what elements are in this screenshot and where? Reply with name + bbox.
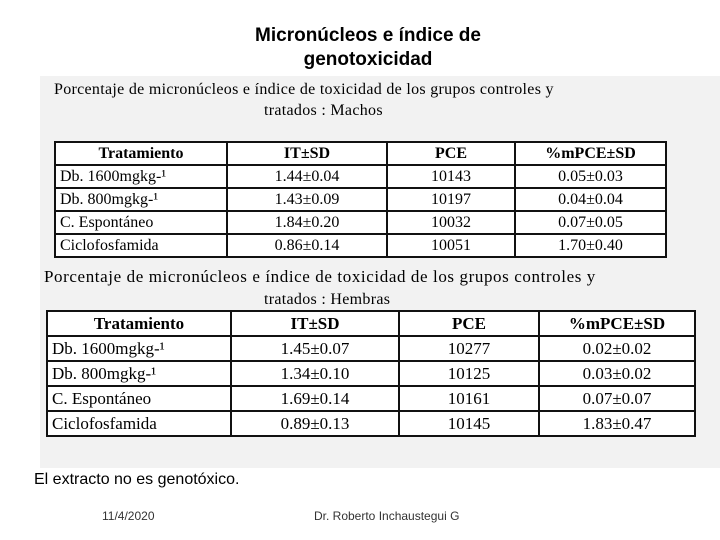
cell-it-sd: 0.86±0.14 bbox=[227, 234, 387, 257]
cell-mpce-sd: 0.07±0.07 bbox=[539, 386, 695, 411]
table-row bbox=[55, 188, 666, 211]
cell-mpce-sd: 0.07±0.05 bbox=[515, 211, 666, 234]
cell-pce: 10161 bbox=[399, 386, 539, 411]
header-it-sd: IT±SD bbox=[231, 311, 399, 336]
cell-it-sd: 0.89±0.13 bbox=[231, 411, 399, 436]
cell-mpce-sd: 0.05±0.03 bbox=[515, 165, 666, 188]
cell-mpce-sd: 1.70±0.40 bbox=[515, 234, 666, 257]
cell-mpce-sd: 1.83±0.47 bbox=[539, 411, 695, 436]
table-row bbox=[55, 234, 666, 257]
table-row bbox=[47, 386, 695, 411]
table-caption-males-line1: Porcentaje de micronúcleos e índice de toxicidad de los grupos controles y bbox=[54, 81, 554, 98]
cell-pce: 10277 bbox=[399, 336, 539, 361]
cell-mpce-sd: 0.02±0.02 bbox=[539, 336, 695, 361]
slide-title-line2: genotoxicidad bbox=[303, 49, 433, 70]
header-treatment: Tratamiento bbox=[47, 311, 231, 336]
table-caption-males-line2: tratados : Machos bbox=[264, 102, 383, 119]
males-table bbox=[54, 141, 667, 258]
cell-it-sd: 1.43±0.09 bbox=[227, 188, 387, 211]
cell-treatment: Db. 800mgkg-¹ bbox=[55, 188, 227, 211]
table-header-row bbox=[47, 311, 695, 336]
cell-pce: 10032 bbox=[387, 211, 515, 234]
cell-treatment: Ciclofosfamida bbox=[55, 234, 227, 257]
table-row bbox=[47, 336, 695, 361]
header-pce: PCE bbox=[387, 142, 515, 165]
cell-it-sd: 1.34±0.10 bbox=[231, 361, 399, 386]
slide-title-line1: Micronúcleos e índice de bbox=[255, 25, 481, 46]
cell-pce: 10145 bbox=[399, 411, 539, 436]
cell-mpce-sd: 0.03±0.02 bbox=[539, 361, 695, 386]
table-row bbox=[55, 165, 666, 188]
header-pce: PCE bbox=[399, 311, 539, 336]
table-row bbox=[47, 411, 695, 436]
females-table bbox=[46, 310, 696, 437]
cell-treatment: Db. 800mgkg-¹ bbox=[47, 361, 231, 386]
table-row bbox=[55, 211, 666, 234]
header-mpce-sd: %mPCE±SD bbox=[515, 142, 666, 165]
cell-treatment: C. Espontáneo bbox=[55, 211, 227, 234]
header-it-sd: IT±SD bbox=[227, 142, 387, 165]
cell-treatment: Db. 1600mgkg-¹ bbox=[55, 165, 227, 188]
table-caption-females-line1: Porcentaje de micronúcleos e índice de toxicidad de los grupos controles y bbox=[44, 267, 596, 286]
cell-pce: 10125 bbox=[399, 361, 539, 386]
table-row bbox=[47, 361, 695, 386]
cell-treatment: Db. 1600mgkg-¹ bbox=[47, 336, 231, 361]
cell-it-sd: 1.69±0.14 bbox=[231, 386, 399, 411]
cell-mpce-sd: 0.04±0.04 bbox=[515, 188, 666, 211]
cell-it-sd: 1.44±0.04 bbox=[227, 165, 387, 188]
footer-author: Dr. Roberto Inchaustegui G bbox=[314, 509, 460, 523]
cell-it-sd: 1.45±0.07 bbox=[231, 336, 399, 361]
header-mpce-sd: %mPCE±SD bbox=[539, 311, 695, 336]
cell-pce: 10197 bbox=[387, 188, 515, 211]
cell-treatment: C. Espontáneo bbox=[47, 386, 231, 411]
cell-treatment: Ciclofosfamida bbox=[47, 411, 231, 436]
cell-it-sd: 1.84±0.20 bbox=[227, 211, 387, 234]
header-treatment: Tratamiento bbox=[55, 142, 227, 165]
footer-date: 11/4/2020 bbox=[102, 509, 155, 523]
cell-pce: 10143 bbox=[387, 165, 515, 188]
slide-title bbox=[0, 24, 720, 72]
table-header-row bbox=[55, 142, 666, 165]
conclusion-text: El extracto no es genotóxico. bbox=[34, 471, 240, 488]
table-caption-females-line2: tratados : Hembras bbox=[264, 291, 391, 308]
cell-pce: 10051 bbox=[387, 234, 515, 257]
